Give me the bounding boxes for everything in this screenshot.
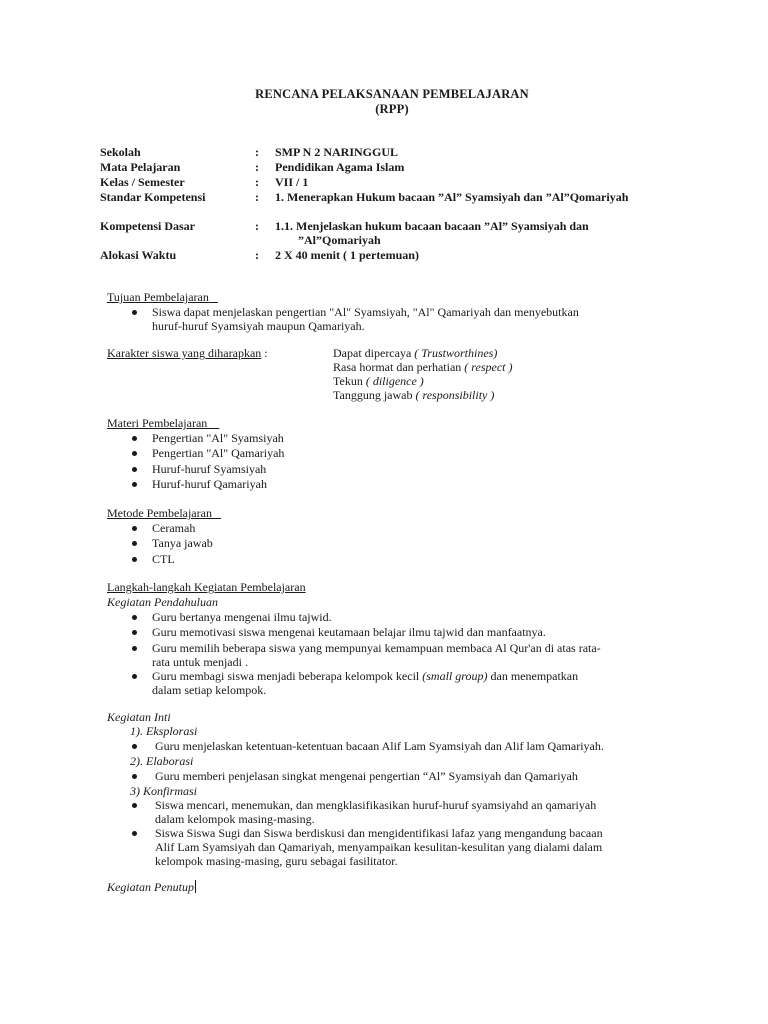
identity-label-kelas: Kelas / Semester xyxy=(100,175,185,189)
karakter-item: Tekun ( diligence ) xyxy=(333,374,424,388)
identity-colon: : xyxy=(255,248,259,262)
identity-colon: : xyxy=(255,145,259,159)
identity-value-kelas: VII / 1 xyxy=(275,175,309,189)
eksplorasi-item: Guru menjelaskan ketentuan-ketentuan bacaan Alif Lam Syamsiyah dan Alif lam Qamariyah. xyxy=(155,739,604,753)
materi-item: Huruf-huruf Qamariyah xyxy=(152,477,267,491)
identity-colon: : xyxy=(255,160,259,174)
tujuan-text: Siswa dapat menjelaskan pengertian "Al" Syamsiyah, "Al" Qamariyah dan menyebutkan xyxy=(152,305,579,319)
metode-item: Ceramah xyxy=(152,521,196,535)
identity-colon: : xyxy=(255,175,259,189)
metode-item: CTL xyxy=(152,552,175,566)
pendahuluan-item: Guru membagi siswa menjadi beberapa kelompok kecil (small group) dan menempatkan xyxy=(152,669,579,683)
pendahuluan-item: Guru bertanya mengenai ilmu tajwid. xyxy=(152,610,332,624)
identity-value-kd: 1.1. Menjelaskan hukum bacaan bacaan ”Al” Syamsiyah dan xyxy=(275,219,589,233)
pendahuluan-item: Guru memotivasi siswa mengenai keutamaan belajar ilmu tajwid dan manfaatnya. xyxy=(152,625,546,639)
bullet-icon xyxy=(132,831,137,836)
konfirmasi-item: Siswa mencari, menemukan, dan mengklasifikasikan huruf-huruf syamsiyahd an qamariyah xyxy=(155,798,597,812)
materi-item: Pengertian "Al" Qamariyah xyxy=(152,446,285,460)
bullet-icon xyxy=(132,451,137,456)
identity-value-waktu: 2 X 40 menit ( 1 pertemuan) xyxy=(275,248,419,262)
bullet-icon xyxy=(132,803,137,808)
bullet-icon xyxy=(132,615,137,620)
bullet-icon xyxy=(132,436,137,441)
pendahuluan-item-line2: rata untuk menjadi . xyxy=(152,655,248,669)
konfirmasi-item-line2: dalam kelompok masing-masing. xyxy=(155,812,315,826)
bullet-icon xyxy=(132,630,137,635)
konfirmasi-item-line2: Alif Lam Syamsiyah dan Qamariyah, menyampaikan kesulitan-kesulitan yang dialami dalam xyxy=(155,840,603,854)
konfirmasi-item-line3: kelompok masing-masing, guru sebagai fasilitator. xyxy=(155,854,398,868)
bullet-icon xyxy=(132,467,137,472)
bullet-icon xyxy=(132,310,137,315)
identity-colon: : xyxy=(255,219,259,233)
subheading-konfirmasi: 3) Konfirmasi xyxy=(130,784,198,798)
bullet-icon xyxy=(132,744,137,749)
identity-label-waktu: Alokasi Waktu xyxy=(100,248,177,262)
subheading-eksplorasi: 1). Eksplorasi xyxy=(130,724,198,738)
materi-item: Pengertian "Al" Syamsiyah xyxy=(152,431,284,445)
section-heading-materi: Materi Pembelajaran xyxy=(107,416,208,430)
subheading-penutup[interactable]: Kegiatan Penutup xyxy=(107,880,194,894)
bullet-icon xyxy=(132,541,137,546)
subheading-inti: Kegiatan Inti xyxy=(107,710,171,724)
materi-item: Huruf-huruf Syamsiyah xyxy=(152,462,267,476)
document-title: RENCANA PELAKSANAAN PEMBELAJARAN xyxy=(255,87,529,101)
pendahuluan-item-line2: dalam setiap kelompok. xyxy=(152,683,267,697)
identity-label-sekolah: Sekolah xyxy=(100,145,141,159)
metode-item: Tanya jawab xyxy=(152,536,213,550)
identity-value-sekolah: SMP N 2 NARINGGUL xyxy=(275,145,399,159)
bullet-icon xyxy=(132,646,137,651)
section-heading-tujuan: Tujuan Pembelajaran xyxy=(107,290,209,304)
konfirmasi-item: Siswa Siswa Sugi dan Siswa berdiskusi dan mengidentifikasi lafaz yang mengandung bacaan xyxy=(155,826,603,840)
identity-value-kd-line2: ”Al”Qomariyah xyxy=(298,233,381,247)
identity-value-sk: 1. Menerapkan Hukum bacaan ”Al” Syamsiyah dan ”Al”Qomariyah xyxy=(275,190,629,204)
subheading-elaborasi: 2). Elaborasi xyxy=(130,754,194,768)
identity-colon: : xyxy=(255,190,259,204)
identity-label-mapel: Mata Pelajaran xyxy=(100,160,181,174)
bullet-icon xyxy=(132,482,137,487)
karakter-item: Tanggung jawab ( responsibility ) xyxy=(333,388,495,402)
pendahuluan-item: Guru memilih beberapa siswa yang mempunyai kemampuan membaca Al Qur'an di atas rata- xyxy=(152,641,601,655)
karakter-item: Rasa hormat dan perhatian ( respect ) xyxy=(333,360,513,374)
section-heading-langkah: Langkah-langkah Kegiatan Pembelajaran xyxy=(107,580,306,594)
karakter-item: Dapat dipercaya ( Trustworthines) xyxy=(333,346,498,360)
bullet-icon xyxy=(132,774,137,779)
identity-label-sk: Standar Kompetensi xyxy=(100,190,206,204)
text-cursor xyxy=(195,880,196,893)
bullet-icon xyxy=(132,557,137,562)
bullet-icon xyxy=(132,674,137,679)
document-subtitle: (RPP) xyxy=(375,102,409,116)
bullet-icon xyxy=(132,526,137,531)
subheading-pendahuluan: Kegiatan Pendahuluan xyxy=(107,595,218,609)
tujuan-text-line2: huruf-huruf Syamsiyah maupun Qamariyah. xyxy=(152,319,365,333)
identity-value-mapel: Pendidikan Agama Islam xyxy=(275,160,405,174)
section-heading-karakter: Karakter siswa yang diharapkan : xyxy=(107,346,268,360)
section-heading-metode: Metode Pembelajaran xyxy=(107,506,212,520)
identity-label-kd: Kompetensi Dasar xyxy=(100,219,195,233)
elaborasi-item: Guru memberi penjelasan singkat mengenai pengertian “Al” Syamsiyah dan Qamariyah xyxy=(155,769,578,783)
